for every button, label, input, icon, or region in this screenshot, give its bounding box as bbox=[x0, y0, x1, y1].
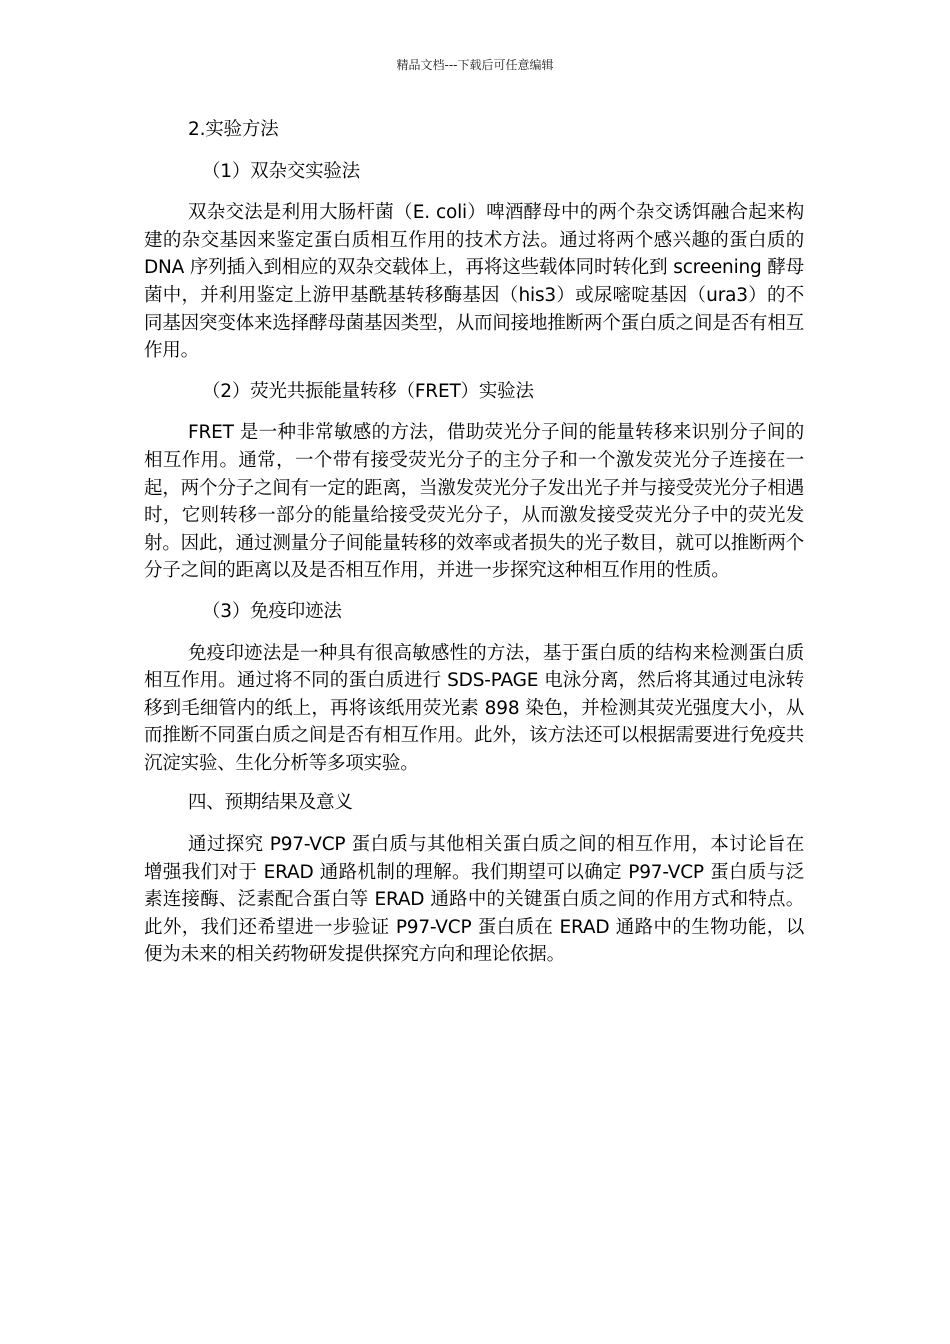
section-title-methods: 2.实验方法 bbox=[188, 119, 279, 140]
paragraph-two-hybrid: 双杂交法是利用大肠杆菌（E. coli）啤酒酵母中的两个杂交诱饵融合起来构建的杂交基因来鉴定蛋白质相互作用的技术方法。通过将两个感兴趣的蛋白质的 DNA 序列插入到相应的双杂交载体上，再将这些载体同时转化到 screening 酵母菌中，并利用鉴定上游甲基酰基转移酶基因（his3）或尿嘧啶基因（ura3）的不同基因突变体来选择酵母菌基因类型，从而间接地推断两个蛋白质之间是否有相互作用。 bbox=[144, 202, 810, 362]
subsection-title-western-blot: （3）免疫印迹法 bbox=[202, 600, 342, 622]
subsection-title-two-hybrid: （1）双杂交实验法 bbox=[202, 160, 360, 182]
page-header: 精品文档---下载后可任意编辑 bbox=[396, 58, 554, 72]
document-body bbox=[144, 116, 810, 969]
subsection-title-fret: （2）荧光共振能量转移（FRET）实验法 bbox=[202, 380, 534, 402]
paragraph-western-blot: 免疫印迹法是一种具有很高敏感性的方法，基于蛋白质的结构来检测蛋白质相互作用。通过将不同的蛋白质进行 SDS-PAGE 电泳分离，然后将其通过电泳转移到毛细管内的纸上，再将该纸用荧光素 898 染色，并检测其荧光强度大小，从而推断不同蛋白质之间是否有相互作用。此外，该方法还可以根据需要进行免疫共沉淀实验、生化分析等多项实验。 bbox=[144, 642, 804, 774]
section-title-results: 四、预期结果及意义 bbox=[188, 792, 353, 814]
paragraph-fret: FRET 是一种非常敏感的方法，借助荧光分子间的能量转移来识别分子间的相互作用。通常，一个带有接受荧光分子的主分子和一个激发荧光分子连接在一起，两个分子之间有一定的距离，当激发荧光分子发出光子并与接受荧光分子相遇时，它则转移一部分的能量给接受荧光分子，从而激发接受荧光分子中的荧光发射。因此，通过测量分子间能量转移的效率或者损失的光子数目，就可以推断两个分子之间的距离以及是否相互作用，并进一步探究这种相互作用的性质。 bbox=[144, 422, 804, 582]
paragraph-results: 通过探究 P97-VCP 蛋白质与其他相关蛋白质之间的相互作用，本讨论旨在增强我们对于 ERAD 通路机制的理解。我们期望可以确定 P97-VCP 蛋白质与泛素连接酶、泛素配合蛋白等 ERAD 通路中的关键蛋白质之间的作用方式和特点。此外，我们还希望进一步验证 P97-VCP 蛋白质在 ERAD 通路中的生物功能，以便为未来的相关药物研发提供探究方向和理论依据。 bbox=[144, 834, 804, 966]
